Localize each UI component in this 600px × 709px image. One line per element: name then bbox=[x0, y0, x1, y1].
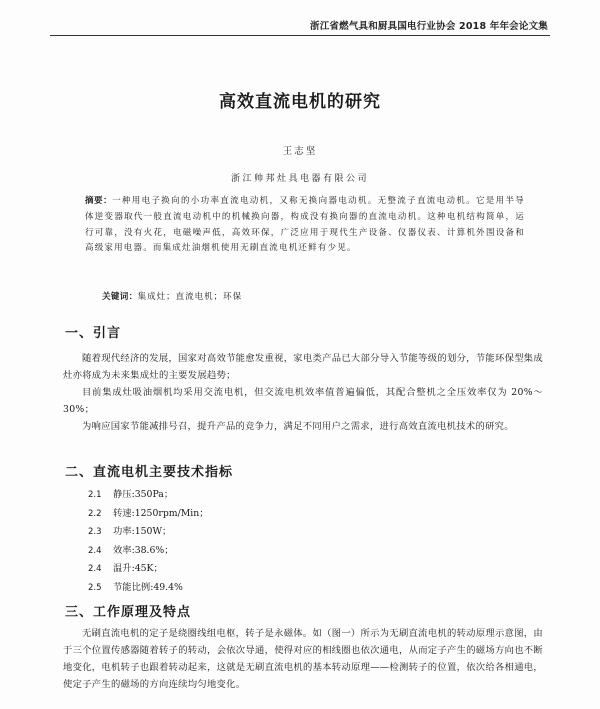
spec-text: 功率:150W； bbox=[113, 526, 172, 538]
spec-item bbox=[88, 579, 209, 598]
spec-item bbox=[88, 505, 209, 524]
abstract-label: 摘要： bbox=[85, 196, 113, 206]
spec-list bbox=[88, 486, 209, 598]
spec-text: 节能比例:49.4% bbox=[113, 581, 183, 593]
paragraph: 无刷直流电机的定子是绕圈线组电枢，转子是永磁体。如（图一）所示为无刷直流电机的转动原理示意图，由于三个位置传感器随着转子的转动，会依次导通，使得对应的相线圈也依次通电，从而定子产生的磁场方向也不断地变化，电机转子也跟着转动起来，这就是无刷直流电机的基本转动原理——检测转子的位置，依次给各相通电，使定子产生的磁场的方向连续均匀地变化。 bbox=[63, 628, 543, 690]
spec-number: 2.4 bbox=[88, 564, 102, 575]
keywords bbox=[102, 290, 242, 302]
keywords-text: 集成灶；直流电机；环保 bbox=[137, 292, 243, 302]
header-rule bbox=[50, 35, 550, 36]
running-header: 浙江省燃气具和厨具国电行业协会 2018 年年会论文集 bbox=[310, 21, 548, 32]
abstract bbox=[85, 194, 525, 257]
spec-number: 2.2 bbox=[88, 508, 102, 519]
spec-number: 2.5 bbox=[88, 582, 102, 593]
paragraph: 为响应国家节能减排号召，提升产品的竞争力，满足不同用户之需求，进行高效直流电机技术的研究。 bbox=[82, 421, 514, 432]
spec-number: 2.3 bbox=[88, 527, 102, 538]
spec-item bbox=[88, 560, 209, 579]
spec-number: 2.1 bbox=[88, 490, 102, 500]
paragraph: 随着现代经济的发展，国家对高效节能愈发重视，家电类产品已大部分导入节能等级的划分，节能环保型集成灶亦将成为未来集成灶的主要发展趋势； bbox=[63, 353, 543, 381]
abstract-text: 一种用电子换向的小功率直流电动机，又称无换向器电动机。无整流子直流电动机。它是用半导体逆变器取代一般直流电动机中的机械换向器，构成没有换向器的直流电动机。这种电机结构简单，运行可靠，没有火花，电磁噪声低，高效环保，广泛应用于现代生产设备、仪器仪表、计算机外围设备和高级家用电器。而集成灶油烟机使用无刷直流电机还鲜有少见。 bbox=[85, 196, 526, 254]
spec-item bbox=[88, 523, 209, 542]
spec-item bbox=[88, 542, 209, 561]
author-name: 王志坚 bbox=[282, 146, 318, 157]
spec-text: 温升:45K； bbox=[113, 563, 163, 575]
keywords-label: 关键词： bbox=[102, 292, 138, 302]
section-heading-intro: 一、引言 bbox=[65, 326, 122, 341]
spec-text: 静压:350Pa； bbox=[113, 489, 174, 500]
paragraph: 目前集成灶吸油烟机均采用交流电机，但交流电机效率值普遍偏低，其配合整机之全压效率仅为 20%～30%； bbox=[63, 387, 543, 415]
section-heading-principle: 三、工作原理及特点 bbox=[65, 605, 192, 620]
spec-item bbox=[88, 486, 209, 505]
spec-number: 2.4 bbox=[88, 545, 102, 556]
author-affiliation: 浙江帅邦灶具电器有限公司 bbox=[230, 174, 369, 184]
paper-title: 高效直流电机的研究 bbox=[219, 92, 381, 112]
section-heading-specs: 二、直流电机主要技术指标 bbox=[65, 465, 234, 480]
spec-text: 效率:38.6%； bbox=[113, 544, 174, 556]
spec-text: 转速:1250rpm/Min； bbox=[113, 507, 209, 519]
